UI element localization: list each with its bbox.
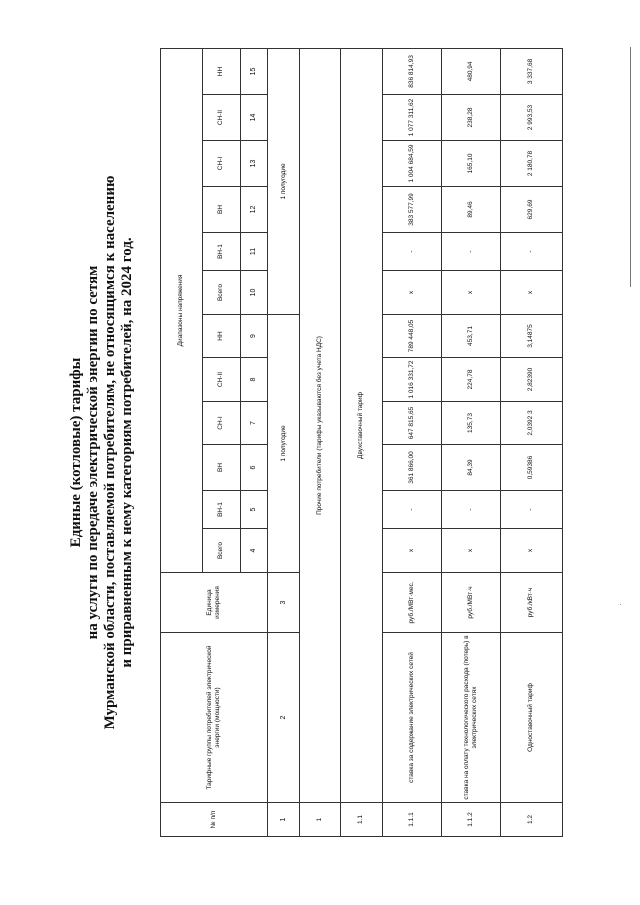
table-cell: 89,46	[441, 187, 500, 233]
header-row-base-numbers	[268, 48, 299, 836]
header-row-ranges	[161, 48, 203, 836]
column-number: 13	[240, 141, 268, 187]
scan-edge-line	[630, 47, 631, 287]
table-cell: 2 993,53	[500, 95, 562, 141]
table-cell: 629,69	[500, 187, 562, 233]
table-cell: 383 577,99	[382, 187, 441, 233]
table-row	[382, 48, 441, 836]
column-number: 5	[240, 491, 268, 529]
table-cell: 361 866,00	[382, 445, 441, 491]
table-cell: -	[441, 491, 500, 529]
table-cell: х	[382, 529, 441, 573]
header-no: № п/п	[161, 803, 268, 837]
row-label: Одноставочный тариф	[500, 633, 562, 803]
heading-line-1: Единые (котловые) тарифы	[68, 357, 84, 548]
row-number: 1.2	[500, 803, 562, 837]
heading-line-2: на услуги по передаче электрической энергии по сетям	[85, 265, 101, 640]
table-cell: 238,28	[441, 95, 500, 141]
column-number: 3	[268, 573, 299, 633]
column-number: 11	[240, 233, 268, 271]
header-col: Всего	[202, 271, 240, 315]
table-cell: -	[382, 233, 441, 271]
row-label: ставка на оплату технологического расхода (потерь) в электрических сетях	[441, 633, 500, 803]
header-col: ВН	[202, 445, 240, 491]
table-cell: 2,0392 3	[500, 402, 562, 445]
header-col: НН	[202, 48, 240, 94]
table-cell: х	[441, 271, 500, 315]
table-row	[441, 48, 500, 836]
heading-line-4: и приравненным к нему категориям потребителей, на 2024 год.	[119, 237, 135, 668]
column-number: 12	[240, 187, 268, 233]
column-number: 8	[240, 358, 268, 402]
table-cell: х	[500, 271, 562, 315]
row-label: Прочие потребители (тарифы указываются без учета НДС)	[299, 48, 341, 802]
column-number: 6	[240, 445, 268, 491]
table-cell: 480,94	[441, 48, 500, 94]
header-col: ВН-1	[202, 233, 240, 271]
column-number: 1	[268, 803, 299, 837]
header-group: Тарифные группы потребителей электрической энергии (мощности)	[161, 633, 268, 803]
row-label: Двухставочный тариф	[341, 48, 383, 802]
table-cell: 2 180,78	[500, 141, 562, 187]
row-number: 1.1.1	[382, 803, 441, 837]
document-heading	[68, 0, 136, 905]
table-row	[341, 48, 383, 836]
table-cell: 1 077 311,62	[382, 95, 441, 141]
table-cell: х	[382, 271, 441, 315]
header-col: СН-II	[202, 95, 240, 141]
table-cell: -	[441, 233, 500, 271]
column-number: 15	[240, 48, 268, 94]
row-number: 1.1	[341, 803, 383, 837]
row-label: ставка за содержание электрических сетей	[382, 633, 441, 803]
header-ranges: Диапазоны напряжения	[161, 48, 203, 572]
header-col: НН	[202, 315, 240, 358]
table-cell: 165,10	[441, 141, 500, 187]
table-cell: -	[382, 491, 441, 529]
column-number: 4	[240, 529, 268, 573]
table-cell: -	[500, 491, 562, 529]
table-cell: 836 814,93	[382, 48, 441, 94]
tariff-table	[160, 48, 563, 837]
table-cell: 224,78	[441, 358, 500, 402]
column-number: 9	[240, 315, 268, 358]
heading-line-3: Мурманской области, поставляемой потребителям, не относящимся к населению	[102, 175, 118, 730]
header-unit: Единица измерения	[161, 573, 268, 633]
table-cell: х	[500, 529, 562, 573]
row-unit: руб./кВт·ч	[500, 573, 562, 633]
row-unit: руб./МВт·ч	[441, 573, 500, 633]
column-number: 7	[240, 402, 268, 445]
table-cell: -	[500, 233, 562, 271]
table-cell: 1 016 331,72	[382, 358, 441, 402]
table-cell: 84,39	[441, 445, 500, 491]
table-cell: х	[441, 529, 500, 573]
table-cell: 453,71	[441, 315, 500, 358]
column-number: 14	[240, 95, 268, 141]
column-number: 2	[268, 633, 299, 803]
header-col: ВН	[202, 187, 240, 233]
table-cell: 647 815,65	[382, 402, 441, 445]
row-number: 1.1.2	[441, 803, 500, 837]
column-number: 10	[240, 271, 268, 315]
header-col: СН-I	[202, 402, 240, 445]
header-col: Всего	[202, 529, 240, 573]
header-col: ВН-1	[202, 491, 240, 529]
table-row	[500, 48, 562, 836]
table-cell: 2,82390	[500, 358, 562, 402]
half-year-label-1: 1 полугодие	[268, 315, 299, 573]
table-cell: 135,73	[441, 402, 500, 445]
row-unit: руб./МВт·мес.	[382, 573, 441, 633]
table-cell: 3,14875	[500, 315, 562, 358]
header-col: СН-I	[202, 141, 240, 187]
header-col: СН-II	[202, 358, 240, 402]
scan-speck	[620, 604, 621, 605]
table-cell: 0,59386	[500, 445, 562, 491]
table-cell: 3 337,68	[500, 48, 562, 94]
half-year-label-2: 1 полугодие	[268, 48, 299, 314]
table-cell: 789 448,05	[382, 315, 441, 358]
table-row	[299, 48, 341, 836]
table-cell: 1 004 684,59	[382, 141, 441, 187]
row-number: 1	[299, 803, 341, 837]
